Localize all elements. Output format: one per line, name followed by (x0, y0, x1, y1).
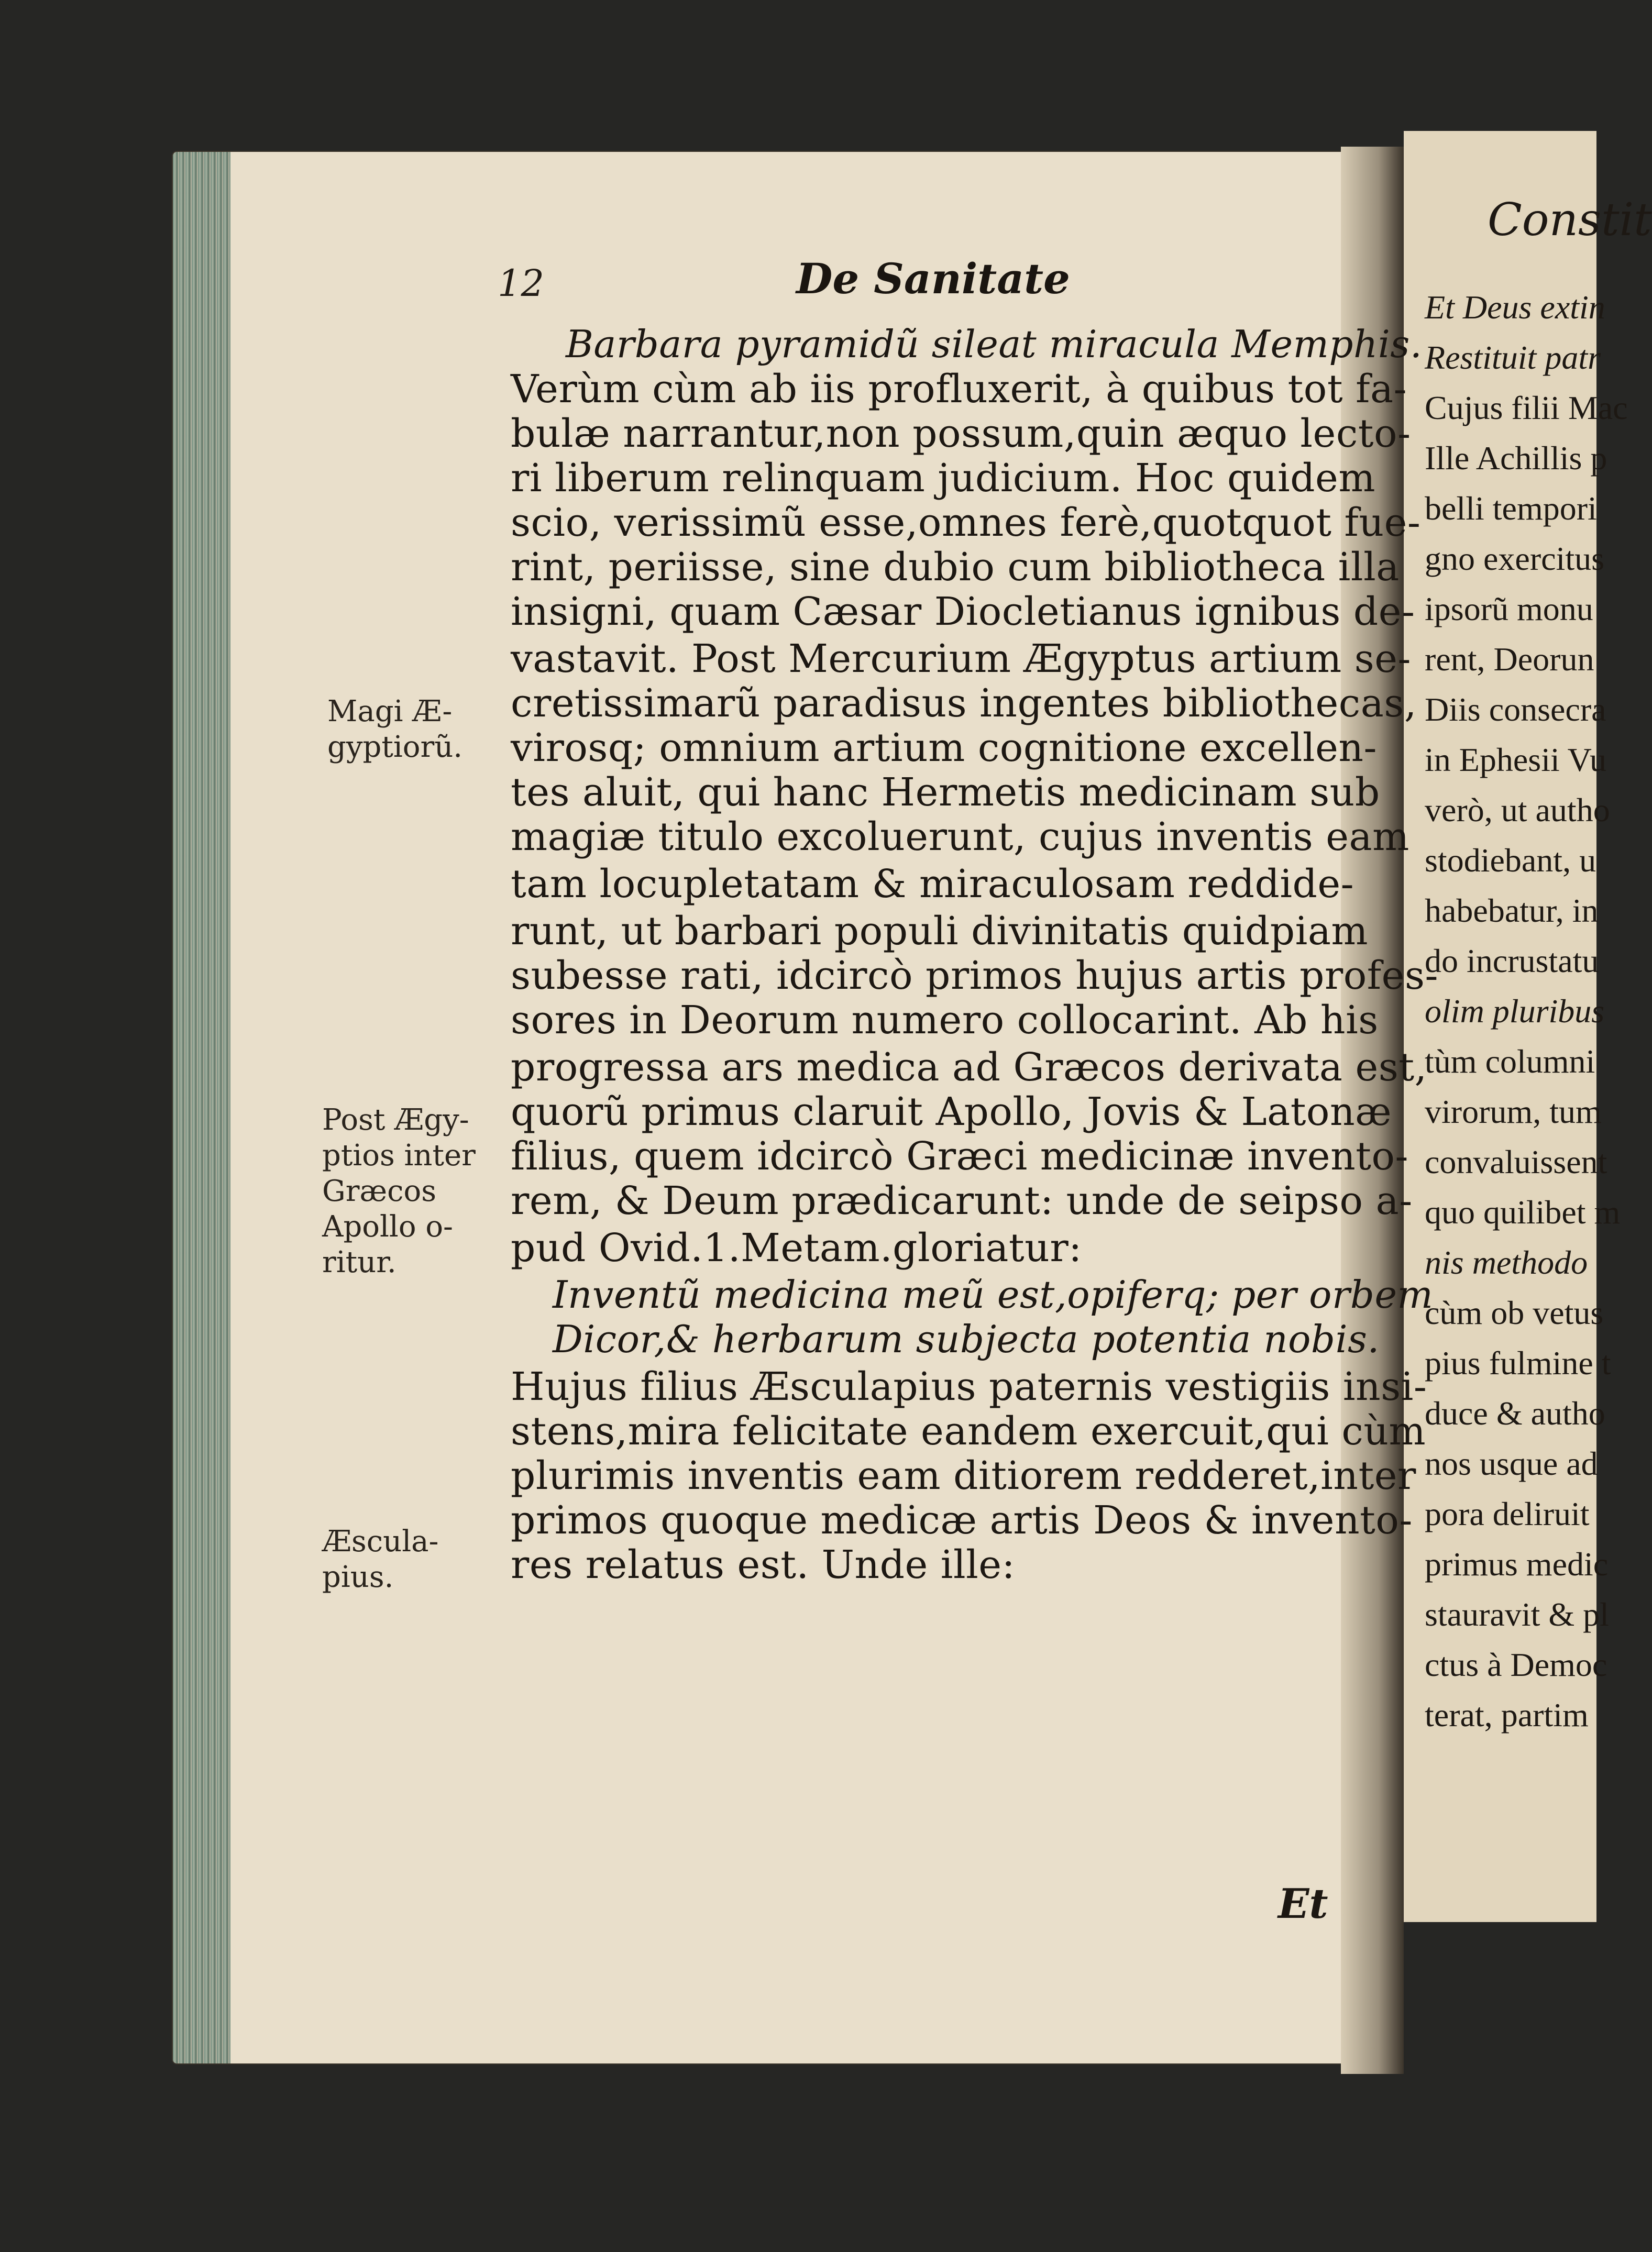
body-line: magiæ titulo excoluerunt, cujus inventis eam (511, 814, 1409, 859)
margin-note-apollo: Post Ægy- ptios inter Græcos Apollo o- ritur. (322, 1103, 476, 1279)
right-page-line: Cujus filii Mac (1425, 389, 1628, 426)
right-page-line: Restituit patr (1425, 339, 1601, 376)
body-line: quorũ primus claruit Apollo, Jovis & Latonæ (511, 1089, 1392, 1134)
body-line: ri liberum relinquam judicium. Hoc quidem (511, 456, 1375, 501)
body-line: filius, quem idcircò Græci medicinæ invento- (511, 1134, 1409, 1179)
body-line: bulæ narrantur,non possum,quin æquo lecto- (511, 411, 1411, 456)
right-page-line: rent, Deorun (1425, 641, 1594, 678)
margin-note-magi: Magi Æ- gyptiorũ. (327, 694, 463, 764)
page-number: 12 (498, 262, 545, 305)
body-line: insigni, quam Cæsar Diocletianus ignibus de- (511, 589, 1415, 634)
right-page-line: virorum, tum (1425, 1093, 1602, 1130)
body-line: res relatus est. Unde ille: (511, 1542, 1015, 1587)
catchword: Et (1278, 1880, 1328, 1928)
body-line: primos quoque medicæ artis Deos & invento- (511, 1498, 1413, 1543)
right-page-line: verò, ut autho (1425, 791, 1610, 829)
body-line: stens,mira felicitate eandem exercuit,qui cùm (511, 1409, 1426, 1454)
right-page-line: nis methodo (1425, 1244, 1588, 1281)
running-head: De Sanitate (796, 254, 1070, 303)
body-line: pud Ovid.1.Metam.gloriatur: (511, 1226, 1082, 1271)
right-page-line: Diis consecra (1425, 691, 1606, 728)
body-line: plurimis inventis eam ditiorem redderet,inter (511, 1453, 1416, 1498)
right-page-line: duce & autho (1425, 1395, 1605, 1432)
body-line: Verùm cùm ab iis profluxerit, à quibus tot fa- (511, 367, 1407, 412)
right-page-line: quo quilibet m (1425, 1194, 1621, 1231)
body-line: scio, verissimũ esse,omnes ferè,quotquot fue- (511, 500, 1421, 545)
body-line: subesse rati, idcircò primos hujus artis profes- (511, 953, 1438, 998)
right-page-line: gno exercitus (1425, 540, 1604, 577)
right-page-line: stodiebant, u (1425, 842, 1596, 879)
margin-note-aesculapius: Æscula- pius. (322, 1525, 439, 1594)
body-line: cretissimarũ paradisus ingentes bibliothecas, (511, 681, 1417, 726)
body-line: runt, ut barbari populi divinitatis quidpiam (511, 909, 1369, 954)
right-page (1404, 131, 1652, 1922)
right-page-line: olim pluribus (1425, 992, 1605, 1030)
body-line: Inventũ medicina meũ est,opiferq; per orbem (553, 1273, 1434, 1317)
right-page-line: cùm ob vetus (1425, 1294, 1604, 1331)
body-line: sores in Deorum numero collocarint. Ab his (511, 998, 1379, 1043)
page-edges (173, 152, 230, 2063)
right-page-line: tùm columni (1425, 1043, 1595, 1080)
right-page-line: convaluissent (1425, 1143, 1607, 1180)
body-line: virosq; omnium artium cognitione excellen- (511, 725, 1378, 770)
body-line: Barbara pyramidũ sileat miracula Memphis. (566, 322, 1423, 366)
right-page-line: Ille Achillis p (1425, 439, 1607, 477)
right-page-line: Et Deus extin (1425, 289, 1605, 326)
right-page-line: ctus à Democ (1425, 1646, 1607, 1683)
right-page-line: habebatur, in (1425, 892, 1599, 929)
right-page-line: ipsorũ monu (1425, 590, 1593, 627)
body-line: tes aluit, qui hanc Hermetis medicinam sub (511, 770, 1380, 815)
body-line: vastavit. Post Mercurium Ægyptus artium se- (511, 636, 1412, 681)
right-page-line: do incrustatu (1425, 942, 1599, 979)
right-page-line: belli tempori (1425, 490, 1597, 527)
body-line: Hujus filius Æsculapius paternis vestigiis insi- (511, 1364, 1427, 1409)
right-page-line: terat, partim (1425, 1696, 1589, 1734)
body-line: rem, & Deum prædicarunt: unde de seipso a- (511, 1178, 1413, 1223)
body-line: rint, periisse, sine dubio cum bibliotheca illa (511, 545, 1400, 590)
right-page-line: primus medic (1425, 1546, 1609, 1583)
body-line: tam locupletatam & miraculosam reddide- (511, 862, 1354, 907)
right-page-line: stauravit & pl (1425, 1596, 1609, 1633)
body-line: progressa ars medica ad Græcos derivata est, (511, 1045, 1427, 1090)
right-page-line: pora deliruit (1425, 1495, 1590, 1532)
right-page-line: in Ephesii Vu (1425, 741, 1606, 778)
right-page-line: pius fulmine t (1425, 1344, 1611, 1382)
right-page-line: nos usque ad (1425, 1445, 1598, 1482)
body-line: Dicor,& herbarum subjecta potentia nobis. (553, 1317, 1380, 1361)
right-page-title: Constit (1488, 194, 1652, 246)
